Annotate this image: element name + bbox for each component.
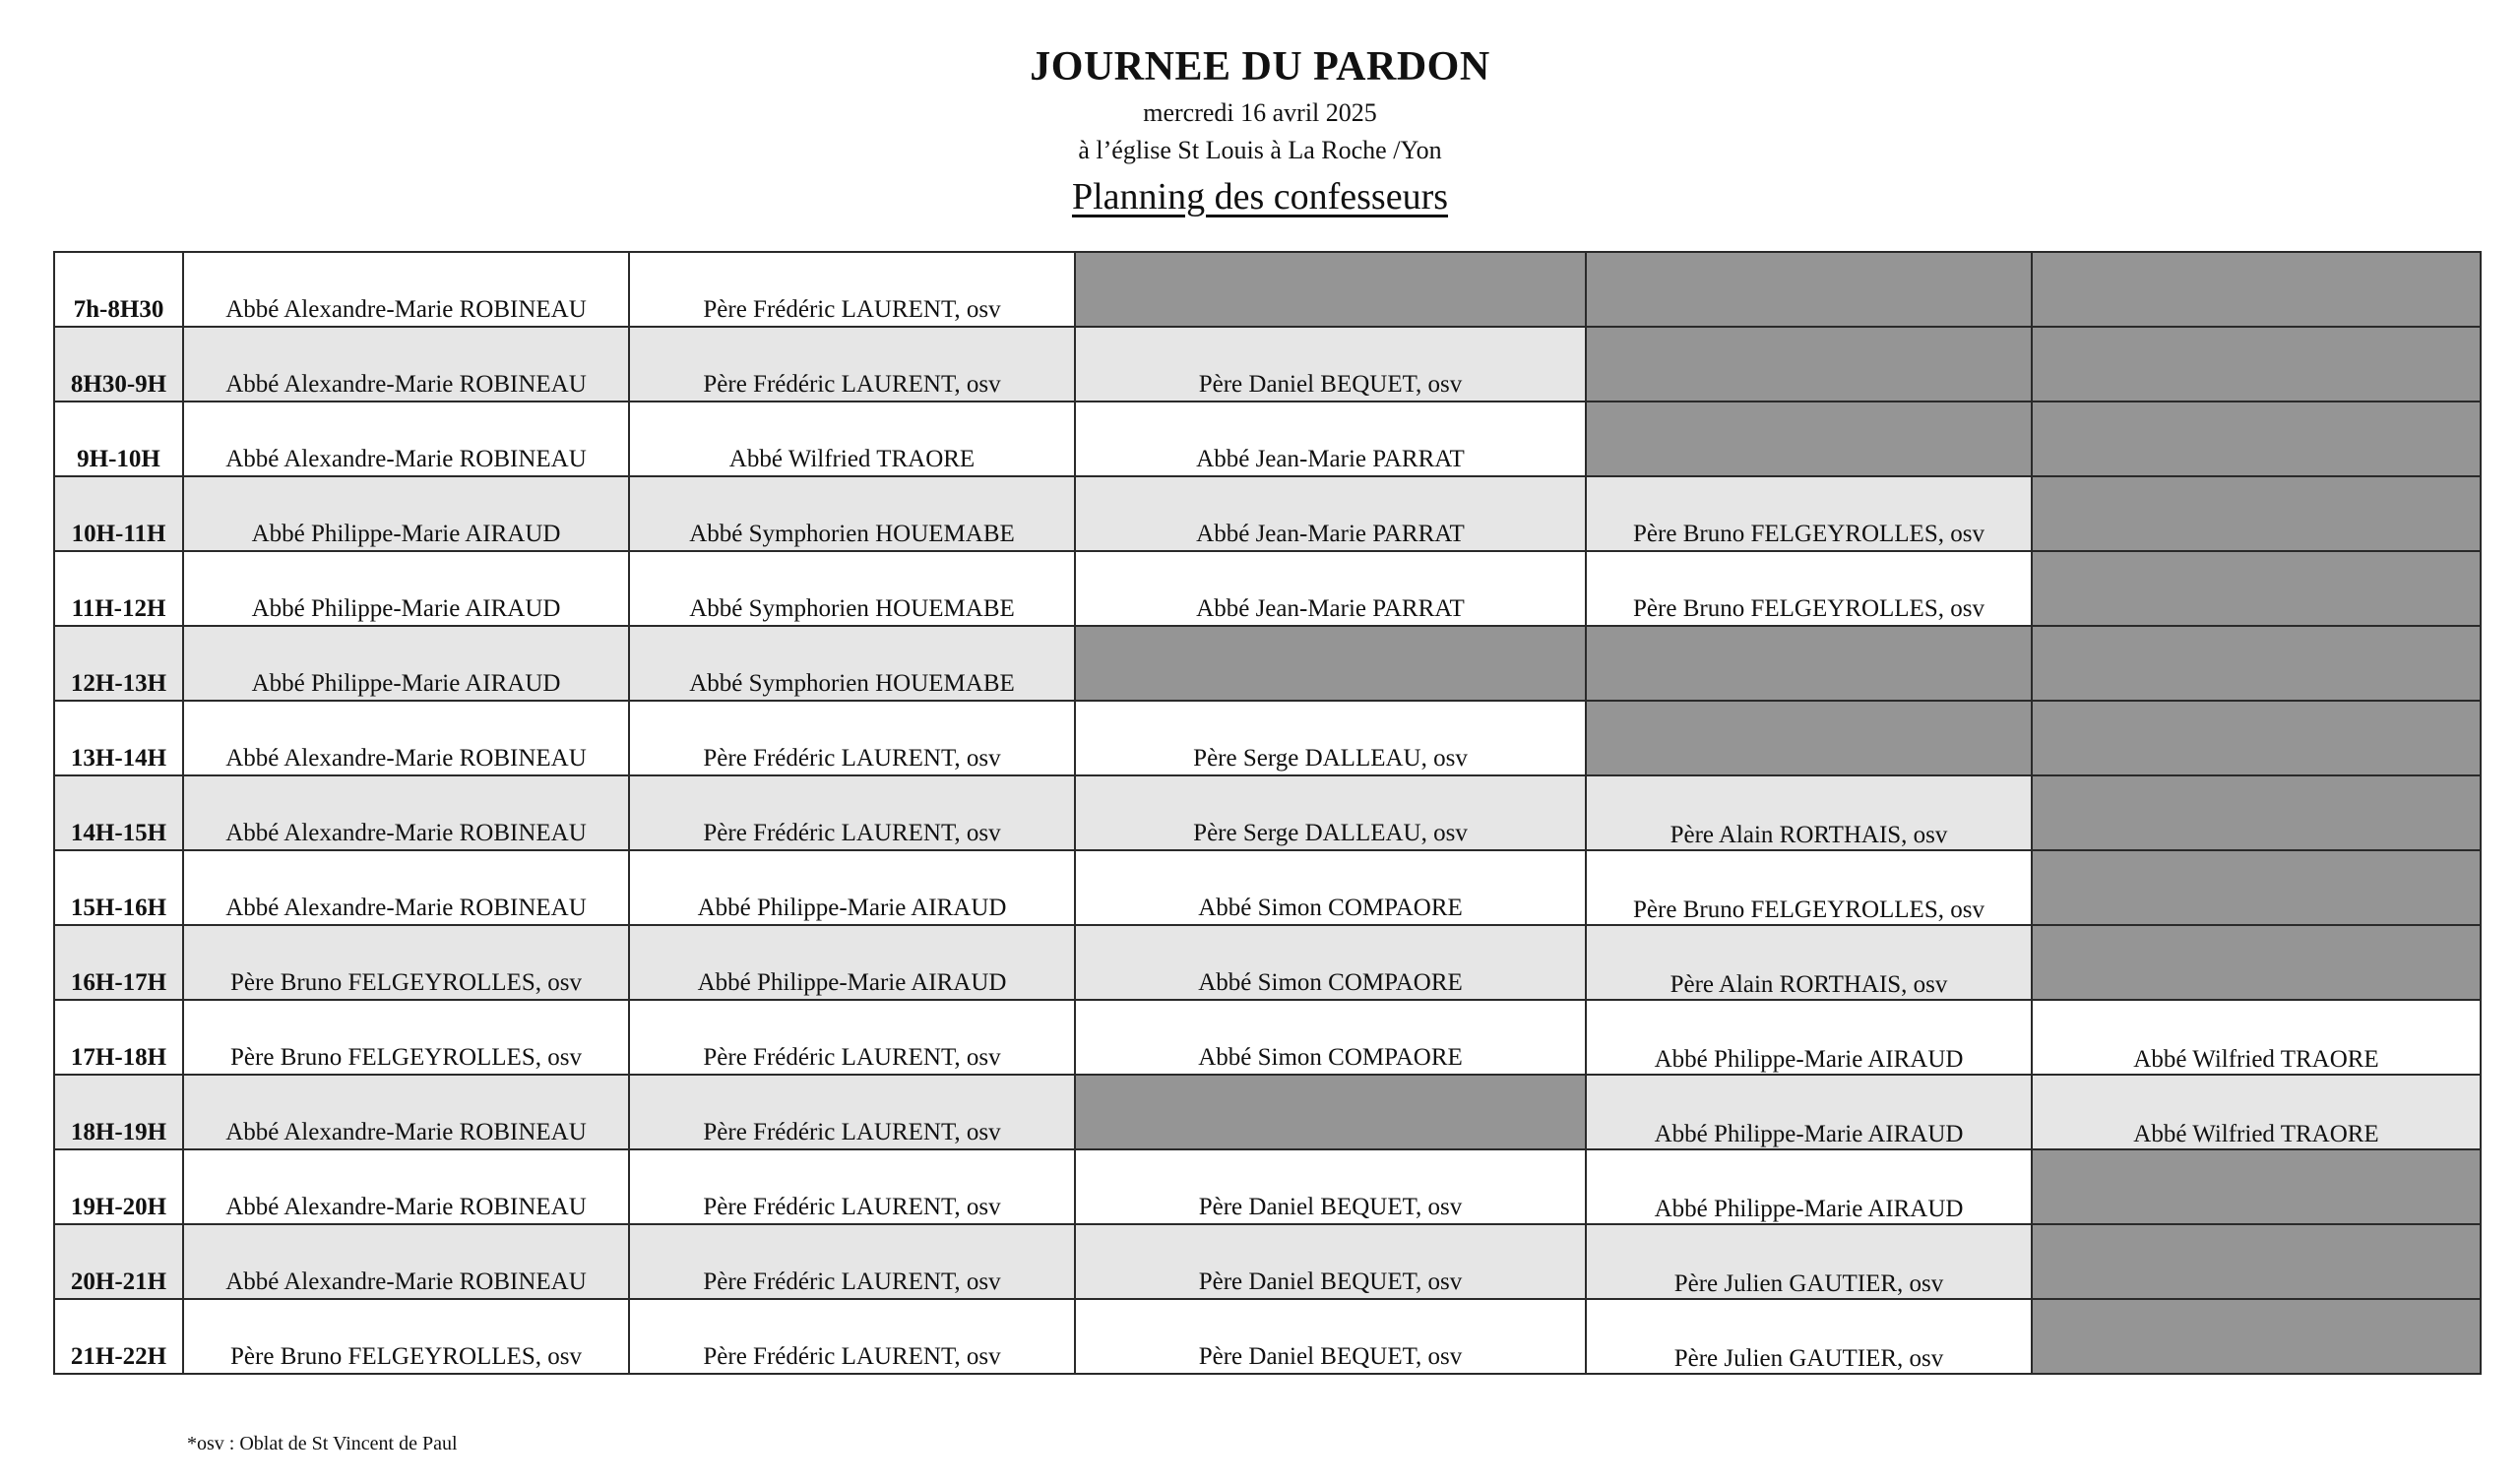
schedule-row (54, 850, 2481, 925)
time-slot-cell (54, 327, 183, 402)
unassigned-cell (2032, 476, 2481, 551)
confessor-name: Père Bruno FELGEYROLLES, osv (1633, 595, 1984, 622)
confessor-name: Abbé Philippe-Marie AIRAUD (697, 895, 1007, 921)
confessor-name: Père Frédéric LAURENT, osv (703, 1194, 1001, 1220)
confessor-cell (1075, 775, 1586, 850)
schedule-row (54, 327, 2481, 402)
confessor-cell (183, 1224, 629, 1299)
confessor-cell (1075, 327, 1586, 402)
unassigned-cell (2032, 1299, 2481, 1374)
confessor-name: Père Bruno FELGEYROLLES, osv (230, 969, 582, 996)
unassigned-cell (1075, 252, 1586, 327)
schedule-row (54, 701, 2481, 775)
confessor-name: Abbé Symphorien HOUEMABE (689, 521, 1015, 547)
unassigned-cell (2032, 402, 2481, 476)
confessor-cell (1075, 850, 1586, 925)
confessor-name: Père Frédéric LAURENT, osv (703, 1268, 1001, 1295)
time-slot-label: 21H-22H (70, 1343, 167, 1370)
time-slot-cell (54, 476, 183, 551)
confessor-name: Père Daniel BEQUET, osv (1198, 1343, 1463, 1370)
time-slot-label: 16H-17H (70, 969, 167, 996)
time-slot-cell (54, 1000, 183, 1075)
time-slot-cell (54, 402, 183, 476)
unassigned-cell (2032, 775, 2481, 850)
confessor-name: Abbé Wilfried TRAORE (2133, 1121, 2379, 1147)
confessor-name: Abbé Alexandre-Marie ROBINEAU (225, 296, 587, 323)
schedule-row (54, 626, 2481, 701)
schedule-row (54, 775, 2481, 850)
confessor-name: Père Frédéric LAURENT, osv (703, 1343, 1001, 1370)
confessor-cell (183, 701, 629, 775)
time-slot-cell (54, 850, 183, 925)
confessor-name: Père Frédéric LAURENT, osv (703, 820, 1001, 846)
confessor-cell (183, 775, 629, 850)
time-slot-cell (54, 701, 183, 775)
time-slot-label: 15H-16H (70, 895, 167, 921)
schedule-row (54, 1224, 2481, 1299)
confessor-cell (1586, 1000, 2032, 1075)
confessor-cell (1586, 551, 2032, 626)
confessor-name: Abbé Alexandre-Marie ROBINEAU (225, 1194, 587, 1220)
time-slot-label: 20H-21H (70, 1268, 167, 1295)
schedule-row (54, 925, 2481, 1000)
confessor-cell (629, 775, 1075, 850)
time-slot-label: 14H-15H (70, 820, 167, 846)
confessor-cell (629, 252, 1075, 327)
time-slot-label: 10H-11H (71, 521, 166, 547)
confessor-name: Père Daniel BEQUET, osv (1198, 1268, 1463, 1295)
confessor-cell (629, 402, 1075, 476)
page-title: JOURNEE DU PARDON (1030, 44, 1490, 90)
schedule-row (54, 252, 2481, 327)
schedule-row (54, 402, 2481, 476)
confessor-name: Père Alain RORTHAIS, osv (1670, 822, 1948, 848)
time-slot-cell (54, 925, 183, 1000)
unassigned-cell (2032, 850, 2481, 925)
unassigned-cell (1586, 252, 2032, 327)
confessor-cell (1075, 1299, 1586, 1374)
time-slot-cell (54, 626, 183, 701)
schedule-heading: Planning des confesseurs (1071, 176, 1449, 217)
confessor-name: Abbé Symphorien HOUEMABE (689, 670, 1015, 697)
confessor-name: Père Frédéric LAURENT, osv (703, 371, 1001, 398)
confessor-cell (629, 1224, 1075, 1299)
confessor-cell (183, 327, 629, 402)
confessor-name: Abbé Jean-Marie PARRAT (1196, 521, 1465, 547)
unassigned-cell (2032, 327, 2481, 402)
confessor-cell (629, 1075, 1075, 1149)
event-location: à l’église St Louis à La Roche /Yon (1078, 136, 1442, 164)
confessor-name: Père Serge DALLEAU, osv (1193, 820, 1468, 846)
confessor-cell (629, 476, 1075, 551)
confessor-name: Abbé Symphorien HOUEMABE (689, 595, 1015, 622)
confessor-cell (1586, 1149, 2032, 1224)
confessor-cell (183, 476, 629, 551)
confessor-name: Abbé Alexandre-Marie ROBINEAU (225, 371, 587, 398)
time-slot-label: 9H-10H (77, 446, 160, 472)
time-slot-cell (54, 551, 183, 626)
confessor-name: Père Julien GAUTIER, osv (1673, 1270, 1944, 1297)
unassigned-cell (2032, 1149, 2481, 1224)
confessor-cell (629, 327, 1075, 402)
schedule-row (54, 1075, 2481, 1149)
confessor-cell (1586, 1075, 2032, 1149)
confessor-name: Abbé Alexandre-Marie ROBINEAU (225, 895, 587, 921)
confessor-cell (629, 1149, 1075, 1224)
unassigned-cell (2032, 252, 2481, 327)
confessor-name: Abbé Simon COMPAORE (1198, 969, 1463, 996)
confessor-cell (1075, 1149, 1586, 1224)
time-slot-label: 19H-20H (70, 1194, 167, 1220)
confessor-cell (1586, 1299, 2032, 1374)
confessor-name: Abbé Simon COMPAORE (1198, 1044, 1463, 1071)
unassigned-cell (2032, 1224, 2481, 1299)
confessor-name: Abbé Alexandre-Marie ROBINEAU (225, 820, 587, 846)
confessor-name: Abbé Philippe-Marie AIRAUD (251, 521, 561, 547)
confessor-cell (629, 1000, 1075, 1075)
confessor-cell (1075, 551, 1586, 626)
footnote: *osv : Oblat de St Vincent de Paul (187, 1433, 458, 1454)
time-slot-cell (54, 1299, 183, 1374)
confessor-name: Abbé Wilfried TRAORE (728, 446, 976, 472)
confessor-cell (1586, 476, 2032, 551)
confessor-name: Père Bruno FELGEYROLLES, osv (230, 1343, 582, 1370)
unassigned-cell (2032, 925, 2481, 1000)
confessor-cell (183, 1075, 629, 1149)
unassigned-cell (2032, 701, 2481, 775)
confessor-name: Abbé Jean-Marie PARRAT (1196, 446, 1465, 472)
time-slot-cell (54, 252, 183, 327)
confessor-cell (2032, 1000, 2481, 1075)
confessor-cell (1075, 701, 1586, 775)
confessor-name: Abbé Philippe-Marie AIRAUD (1654, 1196, 1964, 1222)
time-slot-label: 17H-18H (70, 1044, 167, 1071)
time-slot-label: 8H30-9H (70, 371, 167, 398)
time-slot-cell (54, 775, 183, 850)
confessor-name: Père Serge DALLEAU, osv (1193, 745, 1468, 772)
confessor-name: Père Frédéric LAURENT, osv (703, 296, 1001, 323)
time-slot-cell (54, 1224, 183, 1299)
unassigned-cell (1586, 402, 2032, 476)
confessor-cell (1586, 925, 2032, 1000)
confessor-cell (2032, 1075, 2481, 1149)
confessor-cell (183, 252, 629, 327)
confessor-cell (1586, 850, 2032, 925)
confessor-cell (183, 551, 629, 626)
confessor-cell (629, 701, 1075, 775)
confessor-cell (1586, 1224, 2032, 1299)
confessor-cell (1075, 1224, 1586, 1299)
confessor-name: Abbé Alexandre-Marie ROBINEAU (225, 1268, 587, 1295)
confessor-cell (1586, 775, 2032, 850)
unassigned-cell (1586, 327, 2032, 402)
confessor-name: Abbé Philippe-Marie AIRAUD (251, 595, 561, 622)
schedule-row (54, 1299, 2481, 1374)
unassigned-cell (2032, 551, 2481, 626)
schedule-row (54, 551, 2481, 626)
confessor-name: Abbé Alexandre-Marie ROBINEAU (225, 1119, 587, 1145)
confessor-cell (183, 1299, 629, 1374)
time-slot-label: 11H-12H (71, 595, 166, 622)
schedule-row (54, 1000, 2481, 1075)
confessor-name: Père Bruno FELGEYROLLES, osv (1633, 897, 1984, 923)
confessor-name: Père Alain RORTHAIS, osv (1670, 971, 1948, 998)
confessor-cell (629, 1299, 1075, 1374)
confessor-name: Père Julien GAUTIER, osv (1673, 1345, 1944, 1372)
confessor-cell (1075, 476, 1586, 551)
confessor-cell (183, 850, 629, 925)
confessor-name: Père Frédéric LAURENT, osv (703, 745, 1001, 772)
time-slot-cell (54, 1149, 183, 1224)
confessor-name: Père Frédéric LAURENT, osv (703, 1119, 1001, 1145)
confessor-name: Père Daniel BEQUET, osv (1198, 371, 1463, 398)
schedule-row (54, 1149, 2481, 1224)
confessor-cell (183, 925, 629, 1000)
confessor-cell (629, 850, 1075, 925)
confessor-cell (183, 626, 629, 701)
unassigned-cell (1586, 626, 2032, 701)
confessor-cell (183, 1000, 629, 1075)
confessor-name: Père Daniel BEQUET, osv (1198, 1194, 1463, 1220)
confessor-cell (629, 551, 1075, 626)
unassigned-cell (1075, 626, 1586, 701)
unassigned-cell (2032, 626, 2481, 701)
confessor-name: Père Bruno FELGEYROLLES, osv (230, 1044, 582, 1071)
confessor-name: Abbé Jean-Marie PARRAT (1196, 595, 1465, 622)
time-slot-label: 7h-8H30 (73, 296, 164, 323)
confessor-cell (1075, 1000, 1586, 1075)
confessor-name: Abbé Philippe-Marie AIRAUD (1654, 1121, 1964, 1147)
confessor-cell (1075, 402, 1586, 476)
schedule-body (54, 252, 2481, 1374)
confessor-name: Père Bruno FELGEYROLLES, osv (1633, 521, 1984, 547)
confessor-cell (1075, 925, 1586, 1000)
time-slot-cell (54, 1075, 183, 1149)
unassigned-cell (1586, 701, 2032, 775)
schedule-row (54, 476, 2481, 551)
confessor-name: Abbé Alexandre-Marie ROBINEAU (225, 446, 587, 472)
confessor-cell (183, 1149, 629, 1224)
time-slot-label: 18H-19H (70, 1119, 167, 1145)
confessor-name: Abbé Wilfried TRAORE (2133, 1046, 2379, 1073)
time-slot-label: 13H-14H (70, 745, 167, 772)
confessor-name: Père Frédéric LAURENT, osv (703, 1044, 1001, 1071)
time-slot-label: 12H-13H (70, 670, 167, 697)
confessor-cell (629, 925, 1075, 1000)
confessor-name: Abbé Alexandre-Marie ROBINEAU (225, 745, 587, 772)
confessor-cell (629, 626, 1075, 701)
confessor-name: Abbé Philippe-Marie AIRAUD (251, 670, 561, 697)
confessor-cell (183, 402, 629, 476)
confessor-name: Abbé Simon COMPAORE (1198, 895, 1463, 921)
confessor-name: Abbé Philippe-Marie AIRAUD (1654, 1046, 1964, 1073)
event-date: mercredi 16 avril 2025 (1143, 98, 1377, 127)
confessor-schedule-table (53, 251, 2482, 1375)
confessor-name: Abbé Philippe-Marie AIRAUD (697, 969, 1007, 996)
unassigned-cell (1075, 1075, 1586, 1149)
